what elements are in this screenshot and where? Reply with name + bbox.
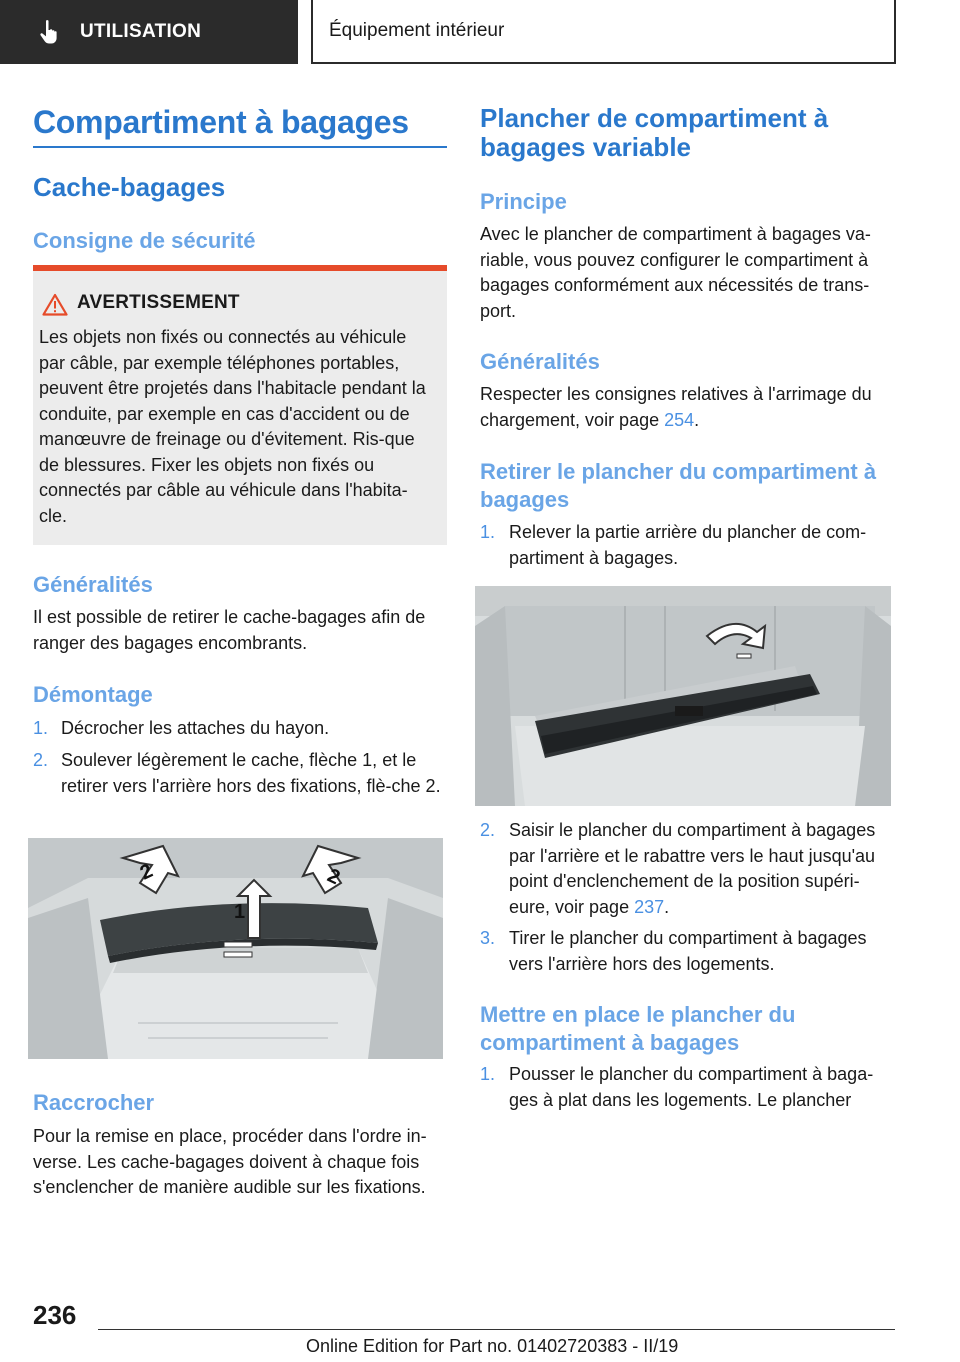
footer-rule [98,1329,895,1330]
cargo-cover-illustration [28,838,443,1059]
list-item: 1. Décrocher les attaches du hayon. [33,718,330,738]
cargo-cover-figure [28,838,443,1059]
arrow-label: 1 [234,901,246,923]
edition-info: Online Edition for Part no. 01402720383 - II/19 [306,1336,679,1356]
mettre-heading: Mettre en place le plancher du compartiment à bagages [480,1002,796,1055]
section-tab[interactable] [0,0,298,64]
page-number: 236 [33,1300,77,1330]
page-title: Compartiment à bagages [33,104,409,140]
list-item: 1. Relever la partie arrière du plancher de com-partiment à bagages. [480,522,867,568]
list-item: 3. Tirer le plancher du compartiment à bagages vers l'arrière hors des logements. [480,928,867,974]
list-item: 2. Soulever légèrement le cache, flèche 1, et le retirer vers l'arrière hors des fixations, flè-che 2. [33,750,441,796]
generalites-heading-right: Généralités [480,349,600,374]
plancher-title: Plancher de compartiment à bagages variable [480,103,829,162]
warning-text: Les objets non fixés ou connectés au véhicule par câble, par exemple téléphones portables, peuvent être projetés dans l'habitacle pendant la conduite, par exemple en cas d'accident ou de manœuvre de freinage ou d'évitement. Ris-que de blessures. Fixer les objets non fixés ou connectés par câble au véhicule dans l'habita-cle. [39,327,426,526]
warning-icon [42,293,68,316]
title-underline [33,146,447,148]
section-title: UTILISATION [80,21,202,42]
floor-panel-figure [475,586,891,806]
floor-panel-illustration [475,586,891,806]
demontage-heading: Démontage [33,682,153,707]
hand-pointer-icon [38,19,62,45]
principe-heading: Principe [480,189,567,214]
list-item: 1. Pousser le plancher du compartiment à baga-ges à plat dans les logements. Le plancher [480,1064,874,1110]
principe-text: Avec le plancher de compartiment à bagages va-riable, vous pouvez configurer le compartiment à bagages conformément aux nécessités de trans-port. [480,224,871,321]
list-item: 2. Saisir le plancher du compartiment à bagages par l'arrière et le rabattre vers le haut jusqu'au point d'enclenchement de la position supéri-eure, voir page 237. [480,820,876,917]
page-link[interactable]: 237 [634,896,665,917]
raccrocher-text: Pour la remise en place, procéder dans l'ordre in-verse. Les cache-bagages doivent à chaque fois s'enclencher de manière audible sur les fixations. [33,1126,427,1197]
consigne-heading: Consigne de sécurité [33,228,256,253]
generalites-text-right: Respecter les consignes relatives à l'arrimage du chargement, voir page 254. [480,384,872,430]
cache-bagages-heading: Cache-bagages [33,172,226,202]
warning-bar [33,265,447,271]
arrow-label: 2 [136,859,157,885]
retirer-heading: Retirer le plancher du compartiment à bagages [480,459,877,512]
generalites-heading-left: Généralités [33,572,153,597]
generalites-text-left: Il est possible de retirer le cache-bagages afin de ranger des bagages encombrants. [33,607,426,653]
raccrocher-heading: Raccrocher [33,1090,155,1115]
warning-title: AVERTISSEMENT [77,292,240,313]
chapter-tab[interactable] [311,0,896,64]
chapter-title: Équipement intérieur [329,20,505,41]
arrow-label: 2 [323,864,344,890]
page-link[interactable]: 254 [664,409,695,430]
